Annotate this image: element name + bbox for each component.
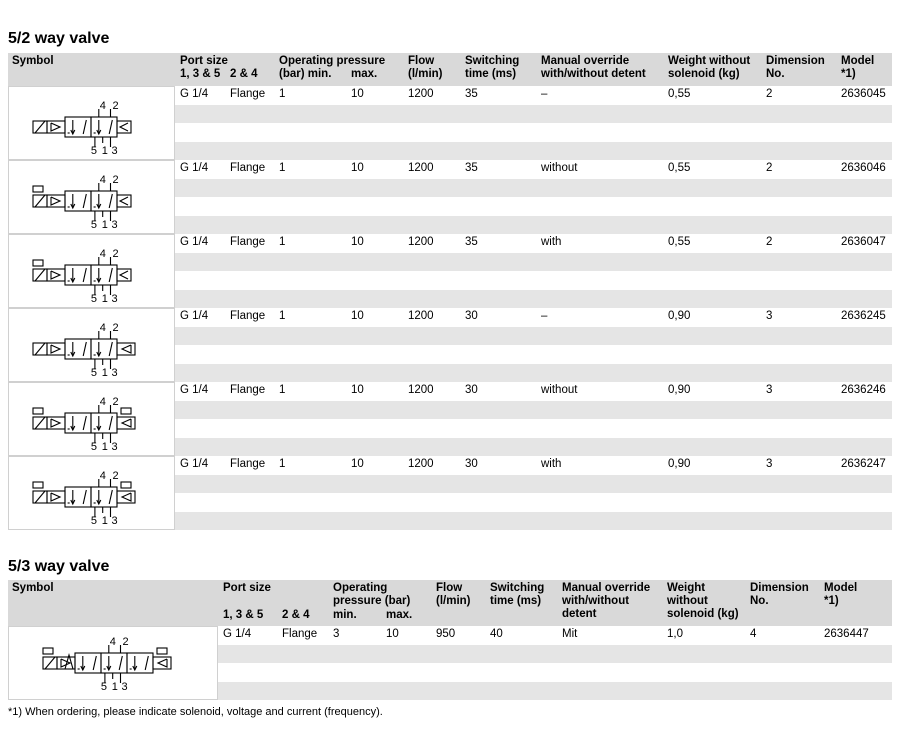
- port-3-label: 3: [111, 145, 118, 157]
- valve-symbol-cell: [8, 234, 175, 308]
- row-band: [175, 419, 892, 438]
- model-cell: 2636045: [841, 88, 886, 100]
- header-dimension: Dimension No.: [750, 582, 809, 607]
- port-24-cell: Flange: [230, 384, 266, 396]
- valve-symbol-icon: [9, 235, 176, 309]
- port-135-cell: G 1/4: [180, 88, 209, 100]
- flow-cell: 950: [436, 628, 456, 640]
- port-5-label: 5: [90, 367, 98, 379]
- header-pressure-min: (bar) min.: [279, 68, 332, 80]
- port-4-label: 4: [99, 248, 106, 260]
- switching-cell: 35: [465, 88, 478, 100]
- model-cell: 2636247: [841, 458, 886, 470]
- header-port-size: Port size: [180, 55, 228, 67]
- header-pressure: Operating pressure (bar): [333, 582, 411, 607]
- port-1-label: 1: [111, 681, 118, 693]
- header-pressure: Operating pressure: [279, 55, 386, 67]
- port-5-label: 5: [90, 293, 98, 305]
- port-3-label: 3: [111, 441, 118, 453]
- override-cell: –: [541, 88, 548, 100]
- row-band: [175, 253, 892, 272]
- flow-cell: 1200: [408, 310, 434, 322]
- flow-cell: 1200: [408, 162, 434, 174]
- weight-cell: 0,90: [668, 310, 691, 322]
- port-1-label: 1: [101, 367, 108, 379]
- port-2-label: 2: [112, 322, 119, 334]
- table-row: [8, 382, 892, 456]
- pressure-max-cell: 10: [351, 458, 364, 470]
- pressure-min-cell: 1: [279, 384, 286, 396]
- port-24-cell: Flange: [230, 88, 266, 100]
- switching-cell: 30: [465, 458, 478, 470]
- header-flow: Flow (l/min): [408, 55, 443, 80]
- header-switching: Switching time (ms): [490, 582, 545, 607]
- row-band: [175, 216, 892, 235]
- port-2-label: 2: [112, 248, 119, 260]
- port-3-label: 3: [111, 367, 118, 379]
- header-port-135: 1, 3 & 5: [180, 68, 221, 80]
- valve-symbol-icon: [9, 309, 176, 383]
- port-2-label: 2: [112, 470, 119, 482]
- valve-symbol-cell: [8, 160, 175, 234]
- port-1-label: 1: [101, 293, 108, 305]
- dimension-cell: 3: [766, 458, 773, 470]
- row-band: [175, 142, 892, 161]
- port-4-label: 4: [99, 322, 106, 334]
- row-band: [218, 645, 892, 664]
- table-row: [8, 456, 892, 530]
- pressure-min-cell: 1: [279, 88, 286, 100]
- row-band: [175, 438, 892, 457]
- override-cell: Mit: [562, 628, 578, 640]
- dimension-cell: 2: [766, 236, 773, 248]
- row-band: [175, 290, 892, 309]
- port-5-label: 5: [90, 441, 98, 453]
- row-band: [175, 105, 892, 124]
- row-band: [175, 475, 892, 494]
- valve-symbol-icon: [9, 161, 176, 235]
- row-band: [175, 512, 892, 531]
- header-override: Manual override with/without detent: [562, 582, 651, 620]
- row-band: [218, 663, 892, 682]
- flow-cell: 1200: [408, 458, 434, 470]
- model-cell: 2636447: [824, 628, 869, 640]
- port-24-cell: Flange: [230, 236, 266, 248]
- row-band: [175, 271, 892, 290]
- row-band: [175, 197, 892, 216]
- header-port-size: Port size: [223, 582, 271, 594]
- port-5-label: 5: [100, 681, 108, 693]
- switching-cell: 30: [465, 310, 478, 322]
- override-cell: without: [541, 384, 578, 396]
- header-switching: Switching time (ms): [465, 55, 520, 80]
- flow-cell: 1200: [408, 236, 434, 248]
- table-row: [8, 308, 892, 382]
- pressure-max-cell: 10: [351, 162, 364, 174]
- table-row: [8, 86, 892, 160]
- switching-cell: 30: [465, 384, 478, 396]
- pressure-max-cell: 10: [351, 384, 364, 396]
- header-model: Model *1): [841, 55, 875, 80]
- port-135-cell: G 1/4: [180, 162, 209, 174]
- header-override: Manual override with/without detent: [541, 55, 646, 80]
- header-pressure-min: min.: [333, 609, 357, 621]
- flow-cell: 1200: [408, 384, 434, 396]
- row-band: [175, 327, 892, 346]
- port-2-label: 2: [112, 100, 119, 112]
- flow-cell: 1200: [408, 88, 434, 100]
- port-24-cell: Flange: [230, 162, 266, 174]
- valve-symbol-icon: [9, 87, 176, 161]
- pressure-max-cell: 10: [351, 236, 364, 248]
- port-1-label: 1: [101, 145, 108, 157]
- weight-cell: 1,0: [667, 628, 683, 640]
- valve-symbol-icon: [9, 627, 219, 701]
- row-band: [175, 493, 892, 512]
- header-model: Model *1): [824, 582, 858, 607]
- port-2-label: 2: [122, 636, 129, 648]
- valve-table-52: [8, 53, 892, 531]
- port-4-label: 4: [99, 174, 106, 186]
- port-4-label: 4: [99, 396, 106, 408]
- valve-symbol-icon: [9, 457, 176, 531]
- valve-symbol-icon: [9, 383, 176, 457]
- header-port-24: 2 & 4: [282, 609, 310, 621]
- port-3-label: 3: [111, 293, 118, 305]
- weight-cell: 0,90: [668, 458, 691, 470]
- header-weight: Weight without solenoid (kg): [667, 582, 739, 620]
- port-24-cell: Flange: [282, 628, 318, 640]
- override-cell: –: [541, 310, 548, 322]
- pressure-min-cell: 1: [279, 162, 286, 174]
- port-3-label: 3: [111, 515, 118, 527]
- port-3-label: 3: [111, 219, 118, 231]
- row-band: [175, 401, 892, 420]
- row-band: [218, 626, 892, 645]
- pressure-min-cell: 1: [279, 458, 286, 470]
- weight-cell: 0,55: [668, 162, 691, 174]
- valve-table-53: [8, 580, 892, 701]
- pressure-max-cell: 10: [351, 88, 364, 100]
- port-5-label: 5: [90, 515, 98, 527]
- header-symbol: Symbol: [12, 55, 54, 67]
- override-cell: without: [541, 162, 578, 174]
- row-band: [175, 345, 892, 364]
- row-band: [175, 179, 892, 198]
- port-135-cell: G 1/4: [180, 384, 209, 396]
- pressure-min-cell: 1: [279, 310, 286, 322]
- header-port-24: 2 & 4: [230, 68, 258, 80]
- switching-cell: 40: [490, 628, 503, 640]
- port-24-cell: Flange: [230, 310, 266, 322]
- pressure-max-cell: 10: [386, 628, 399, 640]
- model-cell: 2636246: [841, 384, 886, 396]
- table-header: [8, 53, 892, 86]
- dimension-cell: 4: [750, 628, 757, 640]
- port-2-label: 2: [112, 174, 119, 186]
- header-symbol: Symbol: [12, 582, 54, 594]
- port-1-label: 1: [101, 515, 108, 527]
- valve-symbol-cell: [8, 456, 175, 530]
- row-band: [175, 364, 892, 383]
- pressure-max-cell: 10: [351, 310, 364, 322]
- row-band: [175, 123, 892, 142]
- table-header: [8, 580, 892, 626]
- port-2-label: 2: [112, 396, 119, 408]
- weight-cell: 0,55: [668, 88, 691, 100]
- port-4-label: 4: [109, 636, 116, 648]
- dimension-cell: 3: [766, 384, 773, 396]
- valve-symbol-cell: [8, 308, 175, 382]
- table-row: [8, 160, 892, 234]
- table-row: [8, 626, 892, 700]
- valve-symbol-cell: [8, 626, 218, 700]
- weight-cell: 0,55: [668, 236, 691, 248]
- port-24-cell: Flange: [230, 458, 266, 470]
- header-pressure-max: max.: [351, 68, 378, 80]
- override-cell: with: [541, 236, 562, 248]
- port-135-cell: G 1/4: [223, 628, 252, 640]
- weight-cell: 0,90: [668, 384, 691, 396]
- port-135-cell: G 1/4: [180, 310, 209, 322]
- header-dimension: Dimension No.: [766, 55, 825, 80]
- row-band: [218, 682, 892, 701]
- header-weight: Weight without solenoid (kg): [668, 55, 751, 80]
- section-title-52: 5/2 way valve: [8, 30, 110, 47]
- pressure-min-cell: 1: [279, 236, 286, 248]
- header-port-135: 1, 3 & 5: [223, 609, 264, 621]
- header-flow: Flow (l/min): [436, 582, 471, 607]
- valve-symbol-cell: [8, 86, 175, 160]
- port-135-cell: G 1/4: [180, 236, 209, 248]
- port-4-label: 4: [99, 100, 106, 112]
- header-pressure-max: max.: [386, 609, 413, 621]
- override-cell: with: [541, 458, 562, 470]
- port-1-label: 1: [101, 219, 108, 231]
- model-cell: 2636047: [841, 236, 886, 248]
- pressure-min-cell: 3: [333, 628, 340, 640]
- dimension-cell: 2: [766, 162, 773, 174]
- valve-symbol-cell: [8, 382, 175, 456]
- dimension-cell: 2: [766, 88, 773, 100]
- switching-cell: 35: [465, 162, 478, 174]
- port-3-label: 3: [121, 681, 128, 693]
- port-135-cell: G 1/4: [180, 458, 209, 470]
- port-5-label: 5: [90, 219, 98, 231]
- footnote: *1) When ordering, please indicate solenoid, voltage and current (frequency).: [8, 706, 383, 718]
- switching-cell: 35: [465, 236, 478, 248]
- port-1-label: 1: [101, 441, 108, 453]
- dimension-cell: 3: [766, 310, 773, 322]
- table-row: [8, 234, 892, 308]
- port-4-label: 4: [99, 470, 106, 482]
- port-5-label: 5: [90, 145, 98, 157]
- model-cell: 2636046: [841, 162, 886, 174]
- model-cell: 2636245: [841, 310, 886, 322]
- section-title-53: 5/3 way valve: [8, 558, 110, 575]
